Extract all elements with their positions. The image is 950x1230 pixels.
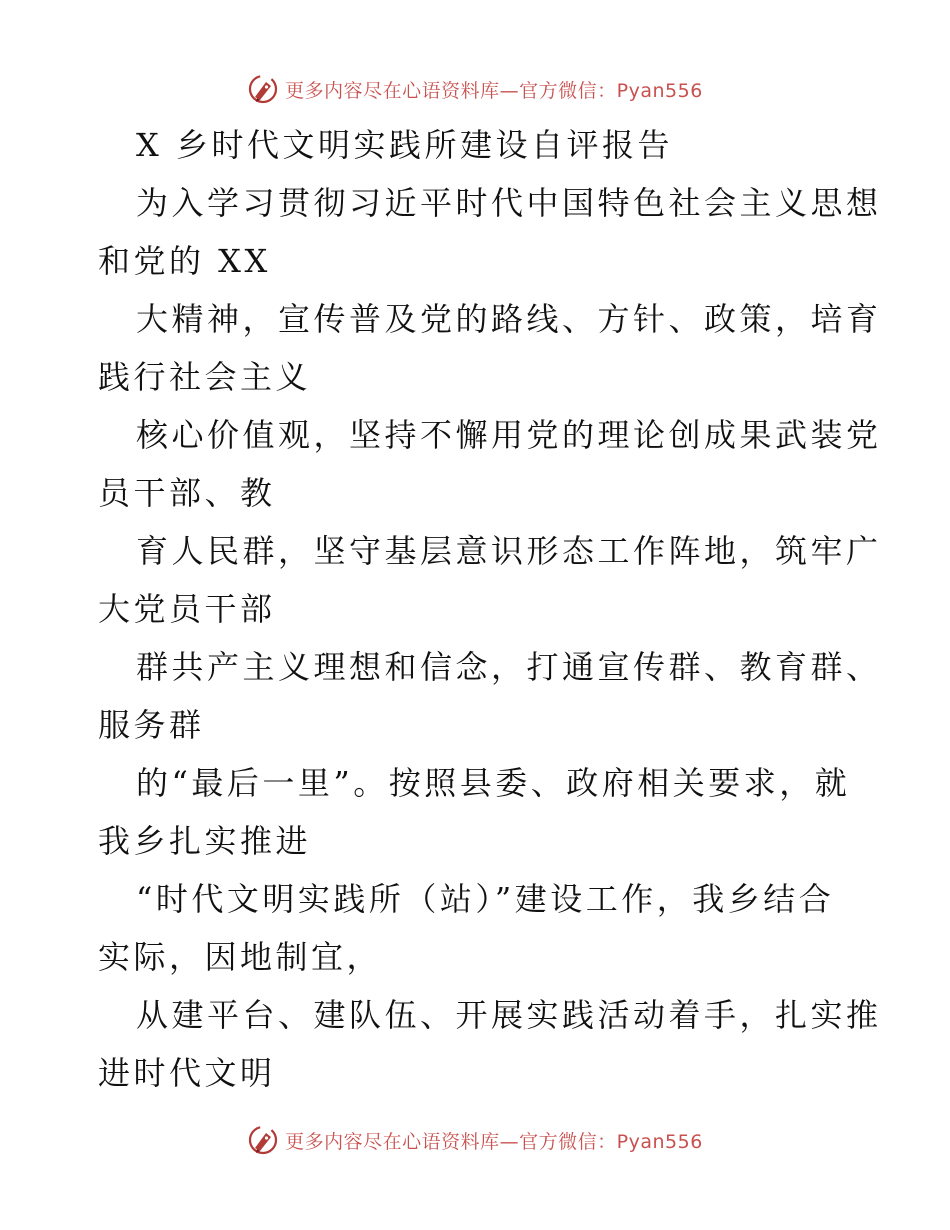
paragraph-line: 和党的 XX: [98, 242, 271, 280]
paragraph-line: 员干部、教: [98, 474, 276, 512]
paragraph-line: 大精神，宣传普及党的路线、方针、政策，培育: [136, 300, 882, 338]
paragraph-line: 从建平台、建队伍、开展实践活动着手，扎实推: [136, 996, 882, 1034]
paragraph-line: 服务群: [98, 706, 205, 744]
paragraph-line: 育人民群，坚守基层意识形态工作阵地，筑牢广: [136, 532, 882, 570]
paragraph-line: 为入学习贯彻习近平时代中国特色社会主义思想: [136, 184, 882, 222]
document-title: X 乡时代文明实践所建设自评报告: [136, 126, 673, 164]
banner-text: 更多内容尽在心语资料库—官方微信：Pyan556: [285, 79, 703, 102]
pen-nib-seal-icon: [247, 1124, 279, 1156]
paragraph-line: 的“最后一里”。按照县委、政府相关要求，就: [136, 764, 851, 802]
paragraph-line: 进时代文明: [98, 1054, 276, 1092]
paragraph-line: 我乡扎实推进: [98, 822, 312, 860]
header-banner: [0, 72, 950, 106]
paragraph-line: 群共产主义理想和信念，打通宣传群、教育群、: [136, 648, 882, 686]
pen-nib-seal-icon: [247, 73, 279, 105]
paragraph-line: 实际，因地制宜，: [98, 938, 383, 976]
paragraph-line: “时代文明实践所（站）”建设工作，我乡结合: [136, 880, 835, 918]
paragraph-line: 大党员干部: [98, 590, 276, 628]
paragraph-line: 践行社会主义: [98, 358, 312, 396]
footer-banner: [0, 1123, 950, 1157]
document-body: [98, 116, 882, 1102]
paragraph-line: 核心价值观，坚持不懈用党的理论创成果武装党: [136, 416, 882, 454]
banner-text: 更多内容尽在心语资料库—官方微信：Pyan556: [285, 1130, 703, 1153]
